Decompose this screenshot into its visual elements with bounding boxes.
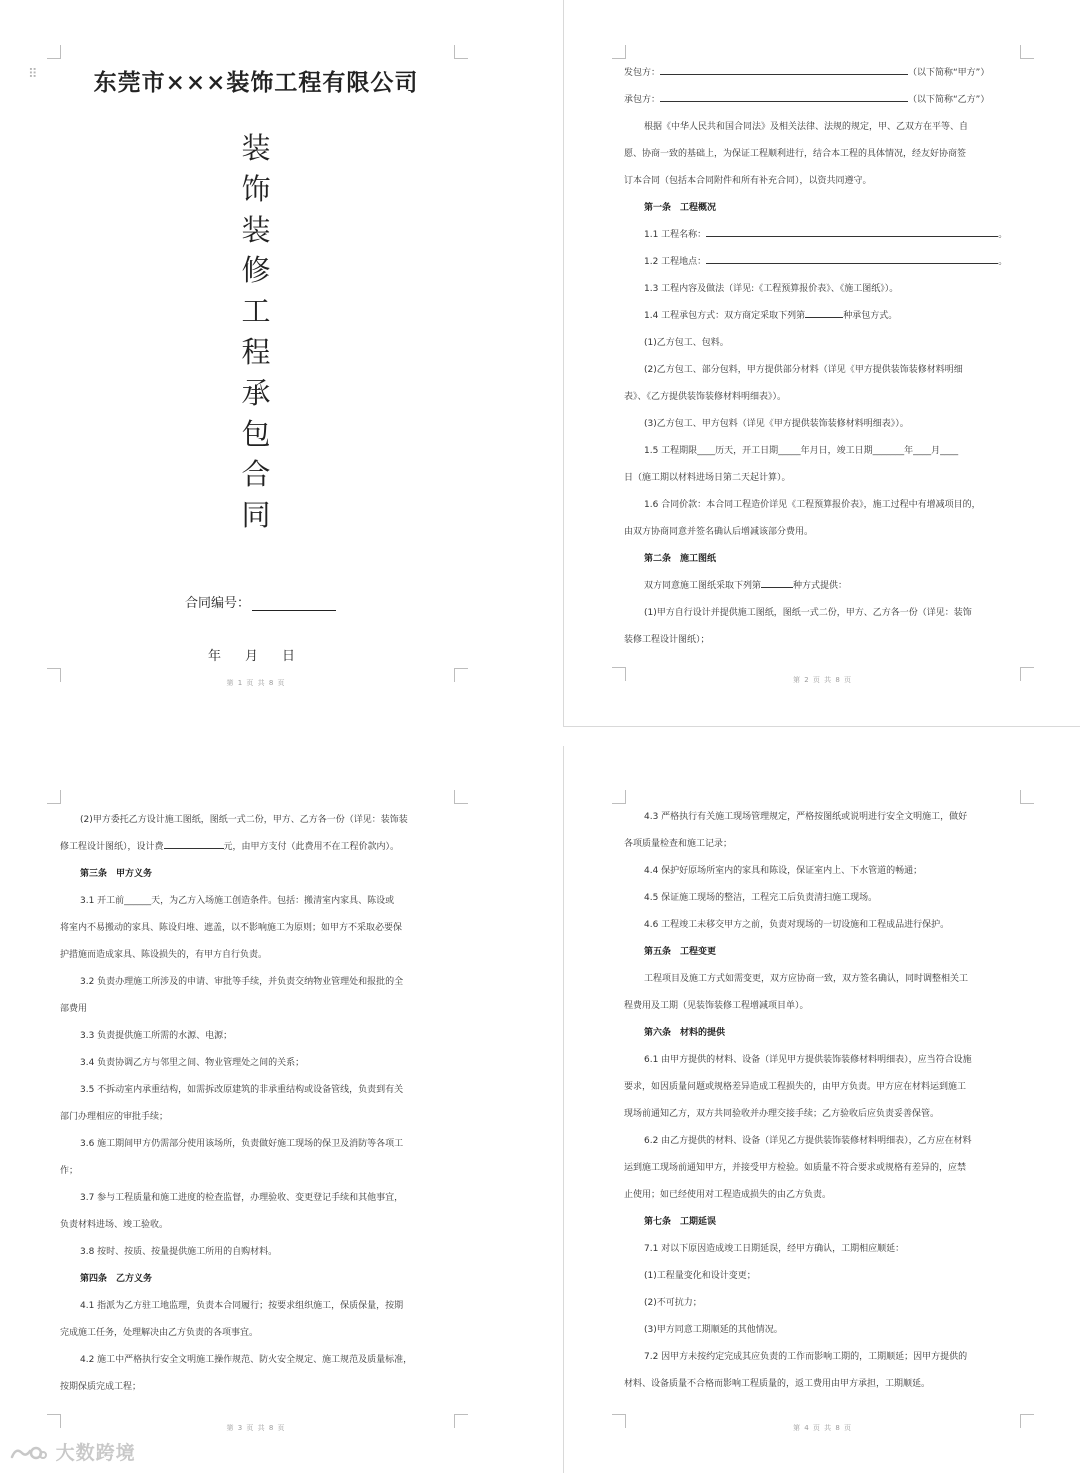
field-suffix: 元，由甲方支付（此费用不在工程价款内）。 bbox=[223, 842, 400, 852]
paragraph-line: (2)乙方包工、部分包料，甲方提供部分材料（详见《甲方提供装饰装修材料明细 bbox=[644, 365, 963, 375]
paragraph-line: 表》、《乙方提供装饰装修材料明细表》）。 bbox=[624, 392, 787, 402]
title-char: 装 bbox=[241, 212, 271, 247]
paragraph-line: 4.5 保证施工现场的整洁，工程完工后负责清扫施工现场。 bbox=[644, 893, 878, 903]
paragraph-line: 3.3 负责提供施工所需的水源、电源； bbox=[80, 1031, 233, 1041]
paragraph-line: 将室内不易搬动的家具、陈设归堆、遮盖，以不影响施工为原则；如甲方不采取必要保 bbox=[60, 923, 403, 933]
paragraph-line: 部门办理相应的审批手续； bbox=[60, 1112, 169, 1122]
party-line bbox=[624, 60, 1024, 87]
page-body bbox=[60, 807, 458, 1401]
watermark bbox=[8, 1438, 136, 1465]
section-heading: 第六条 材料的提供 bbox=[644, 1028, 726, 1038]
field-label: 双方同意施工图纸采取下列第 bbox=[644, 581, 762, 591]
paragraph-line: (2)不可抗力； bbox=[644, 1298, 702, 1308]
field-suffix: 种承包方式。 bbox=[843, 311, 898, 321]
contract-number-blank bbox=[252, 598, 336, 611]
title-char: 承 bbox=[241, 375, 271, 410]
field-line bbox=[624, 573, 1024, 600]
paragraph-line: 1.6 合同价款：本合同工程造价详见《工程预算报价表》，施工过程中有增减项目的， bbox=[644, 500, 981, 510]
paragraph-line: 1.3 工程内容及做法（详见:《工程预算报价表》、《施工图纸》）。 bbox=[644, 284, 899, 294]
field-blank[interactable] bbox=[164, 839, 224, 849]
paragraph-line: 按期保质完成工程； bbox=[60, 1382, 142, 1392]
field-blank[interactable] bbox=[660, 65, 908, 75]
title-char: 包 bbox=[241, 416, 271, 451]
section-heading: 第四条 乙方义务 bbox=[80, 1274, 153, 1284]
paragraph-line: 程费用及工期（见装饰装修工程增减项目单）。 bbox=[624, 1001, 809, 1011]
paragraph-line: 4.2 施工中严格执行安全文明施工操作规范、防火安全规定、施工规范及质量标准， bbox=[80, 1355, 413, 1365]
paragraph-line: (1)工程量变化和设计变更； bbox=[644, 1271, 756, 1281]
paragraph-line: 运到施工现场前通知甲方，并接受甲方检验。如质量不符合要求或规格有差异的，应禁 bbox=[624, 1163, 967, 1173]
paragraph-line: 4.6 工程竣工未移交甲方之前，负责对现场的一切设施和工程成品进行保护。 bbox=[644, 920, 950, 930]
paragraph-line: 作； bbox=[60, 1166, 79, 1176]
paragraph-line: 1.5 工程期限____历天，开工日期_____年月日，竣工日期_______年____月____ bbox=[644, 446, 959, 456]
paragraph-line: 6.2 由乙方提供的材料、设备（详见乙方提供装饰装修材料明细表），乙方应在材料 bbox=[644, 1136, 972, 1146]
page-footer: 第 4 页 共 8 页 bbox=[792, 1424, 853, 1432]
field-line bbox=[624, 249, 1024, 276]
contract-number-label: 合同编号： bbox=[185, 596, 251, 611]
watermark-logo-icon bbox=[8, 1443, 48, 1465]
drag-handle-icon[interactable]: ⠿ bbox=[28, 67, 37, 82]
field-blank[interactable] bbox=[660, 92, 908, 102]
margin-corner bbox=[1020, 790, 1034, 804]
section-heading: 第一条 工程概况 bbox=[644, 203, 717, 213]
title-char: 饰 bbox=[241, 171, 271, 206]
field-suffix: 。 bbox=[998, 257, 1008, 267]
date-month: 月 bbox=[245, 649, 259, 664]
field-line bbox=[60, 834, 458, 861]
paragraph-line: 6.1 由甲方提供的材料、设备（详见甲方提供装饰装修材料明细表），应当符合设施 bbox=[644, 1055, 972, 1065]
field-suffix: （以下简称“乙方”） bbox=[908, 95, 990, 105]
date-row bbox=[208, 645, 319, 664]
paragraph-line: (2)甲方委托乙方设计施工图纸，图纸一式二份，甲方、乙方各一份（详见：装饰装 bbox=[80, 815, 408, 825]
field-blank[interactable] bbox=[706, 254, 998, 264]
paragraph-line: 3.7 参与工程质量和施工进度的检查监督，办理验收、变更登记手续和其他事宜， bbox=[80, 1193, 404, 1203]
paragraph-line: 材料、设备质量不合格而影响工程质量的，返工费用由甲方承担，工期顺延。 bbox=[624, 1379, 931, 1389]
paragraph-line: 根据《中华人民共和国合同法》及相关法律、法规的规定，甲、乙双方在平等、自 bbox=[644, 122, 969, 132]
paragraph-line: 3.8 按时、按质、按量提供施工所用的自购材料。 bbox=[80, 1247, 278, 1257]
date-year: 年 bbox=[208, 649, 222, 664]
section-heading: 第五条 工程变更 bbox=[644, 947, 717, 957]
section-heading: 第七条 工期延误 bbox=[644, 1217, 717, 1227]
paragraph-line: 完成施工任务，处理解决由乙方负责的各项事宜。 bbox=[60, 1328, 259, 1338]
page-footer: 第 1 页 共 8 页 bbox=[226, 679, 286, 687]
field-label: 1.4 工程承包方式：双方商定采取下列第 bbox=[644, 311, 806, 321]
paragraph-line: 订本合同（包括本合同附件和所有补充合同），以资共同遵守。 bbox=[624, 176, 872, 186]
margin-corner bbox=[612, 45, 626, 59]
field-label: 承包方： bbox=[624, 95, 661, 105]
page-footer: 第 3 页 共 8 页 bbox=[226, 1424, 286, 1432]
field-blank[interactable] bbox=[805, 308, 843, 318]
paragraph-line: 4.1 指派为乙方驻工地监理，负责本合同履行；按要求组织施工，保质保量，按期 bbox=[80, 1301, 404, 1311]
page-4 bbox=[563, 746, 1080, 1473]
paragraph-line: 要求，如因质量问题或规格差异造成工程损失的，由甲方负责。甲方应在材料运到施工 bbox=[624, 1082, 967, 1092]
margin-corner bbox=[1020, 45, 1034, 59]
title-char: 装 bbox=[241, 131, 271, 165]
paragraph-line: 7.1 对以下原因造成竣工日期延误，经甲方确认，工期相应顺延： bbox=[644, 1244, 905, 1254]
title-char: 修 bbox=[241, 253, 271, 288]
title-char: 工 bbox=[241, 294, 271, 329]
paragraph-line: 4.3 严格执行有关施工现场管理规定，严格按图纸或说明进行安全文明施工，做好 bbox=[644, 812, 968, 822]
title-char: 程 bbox=[241, 334, 271, 369]
page-2 bbox=[563, 0, 1080, 727]
paragraph-line: 3.5 不拆动室内承重结构，如需拆改原建筑的非承重结构或设备管线，负责到有关 bbox=[80, 1085, 404, 1095]
page-body bbox=[624, 60, 1024, 654]
date-day: 日 bbox=[282, 649, 296, 664]
field-suffix: 。 bbox=[998, 230, 1008, 240]
paragraph-line: 3.6 施工期间甲方仍需部分使用该场所，负责做好施工现场的保卫及消防等各项工 bbox=[80, 1139, 404, 1149]
field-blank[interactable] bbox=[706, 227, 998, 237]
paragraph-line: 各项质量检查和施工记录； bbox=[624, 839, 733, 849]
paragraph-line: (3)乙方包工、甲方包料（详见《甲方提供装饰装修材料明细表》）。 bbox=[644, 419, 909, 429]
paragraph-line: (1)乙方包工、包料。 bbox=[644, 338, 729, 348]
paragraph-line: 部费用 bbox=[60, 1004, 88, 1014]
page-1 bbox=[0, 0, 512, 726]
margin-corner bbox=[454, 790, 468, 804]
section-heading: 第二条 施工图纸 bbox=[644, 554, 717, 564]
paragraph-line: (3)甲方同意工期顺延的其他情况。 bbox=[644, 1325, 783, 1335]
field-label: 1.1 工程名称： bbox=[644, 230, 707, 240]
margin-corner bbox=[612, 790, 626, 804]
paragraph-line: 3.2 负责办理施工所涉及的申请、审批等手续，并负责交纳物业管理处和报批的全 bbox=[80, 977, 404, 987]
company-name: 东莞市×××装饰工程有限公司 bbox=[93, 69, 419, 96]
paragraph-line: 4.4 保护好原场所室内的家具和陈设，保证室内上、下水管道的畅通； bbox=[644, 866, 923, 876]
paragraph-line: (1)甲方自行设计并提供施工图纸，图纸一式二份，甲方、乙方各一份（详见：装饰 bbox=[644, 608, 972, 618]
field-suffix: （以下简称“甲方”） bbox=[908, 68, 990, 78]
paragraph-line: 3.4 负责协调乙方与邻里之间、物业管理处之间的关系； bbox=[80, 1058, 305, 1068]
contract-title bbox=[236, 128, 276, 536]
page-body bbox=[624, 804, 1024, 1398]
title-char: 合 bbox=[241, 457, 271, 492]
paragraph-line: 装修工程设计图纸）； bbox=[624, 635, 710, 645]
field-suffix: 种方式提供： bbox=[793, 581, 848, 591]
page-3 bbox=[0, 768, 512, 1473]
party-line bbox=[624, 87, 1024, 114]
title-char: 同 bbox=[241, 498, 271, 533]
paragraph-line: 日（施工期以材料进场日第二天起计算）。 bbox=[624, 473, 791, 483]
field-line bbox=[624, 303, 1024, 330]
field-blank[interactable] bbox=[761, 578, 793, 588]
paragraph-line: 3.1 开工前______天，为乙方入场施工创造条件。包括：搬清室内家具、陈设或 bbox=[80, 896, 395, 906]
field-label: 发包方： bbox=[624, 68, 661, 78]
field-label: 1.2 工程地点： bbox=[644, 257, 707, 267]
paragraph-line: 负责材料进场、竣工验收。 bbox=[60, 1220, 169, 1230]
contract-number bbox=[185, 592, 336, 611]
margin-corner bbox=[454, 45, 468, 59]
paragraph-line: 止使用；如已经使用对工程造成损失的由乙方负责。 bbox=[624, 1190, 832, 1200]
margin-corner bbox=[47, 45, 61, 59]
page-footer: 第 2 页 共 8 页 bbox=[792, 676, 853, 684]
margin-corner bbox=[47, 790, 61, 804]
paragraph-line: 护措施而造成家具、陈设损失的，有甲方自行负责。 bbox=[60, 950, 268, 960]
paragraph-line: 现场前通知乙方，双方共同验收并办理交接手续；乙方验收后应负责妥善保管。 bbox=[624, 1109, 940, 1119]
paragraph-line: 愿、协商一致的基础上，为保证工程顺利进行，结合本工程的具体情况，经友好协商签 bbox=[624, 149, 967, 159]
field-label: 修工程设计图纸），设计费 bbox=[60, 842, 164, 852]
section-heading: 第三条 甲方义务 bbox=[80, 869, 153, 879]
paragraph-line: 7.2 因甲方未按约定完成其应负责的工作而影响工期的，工期顺延；因甲方提供的 bbox=[644, 1352, 968, 1362]
watermark-text: 大数跨境 bbox=[55, 1442, 136, 1464]
field-line bbox=[624, 222, 1024, 249]
paragraph-line: 工程项目及施工方式如需变更，双方应协商一致，双方签名确认，同时调整相关工 bbox=[644, 974, 969, 984]
paragraph-line: 由双方协商同意并签名确认后增减该部分费用。 bbox=[624, 527, 814, 537]
